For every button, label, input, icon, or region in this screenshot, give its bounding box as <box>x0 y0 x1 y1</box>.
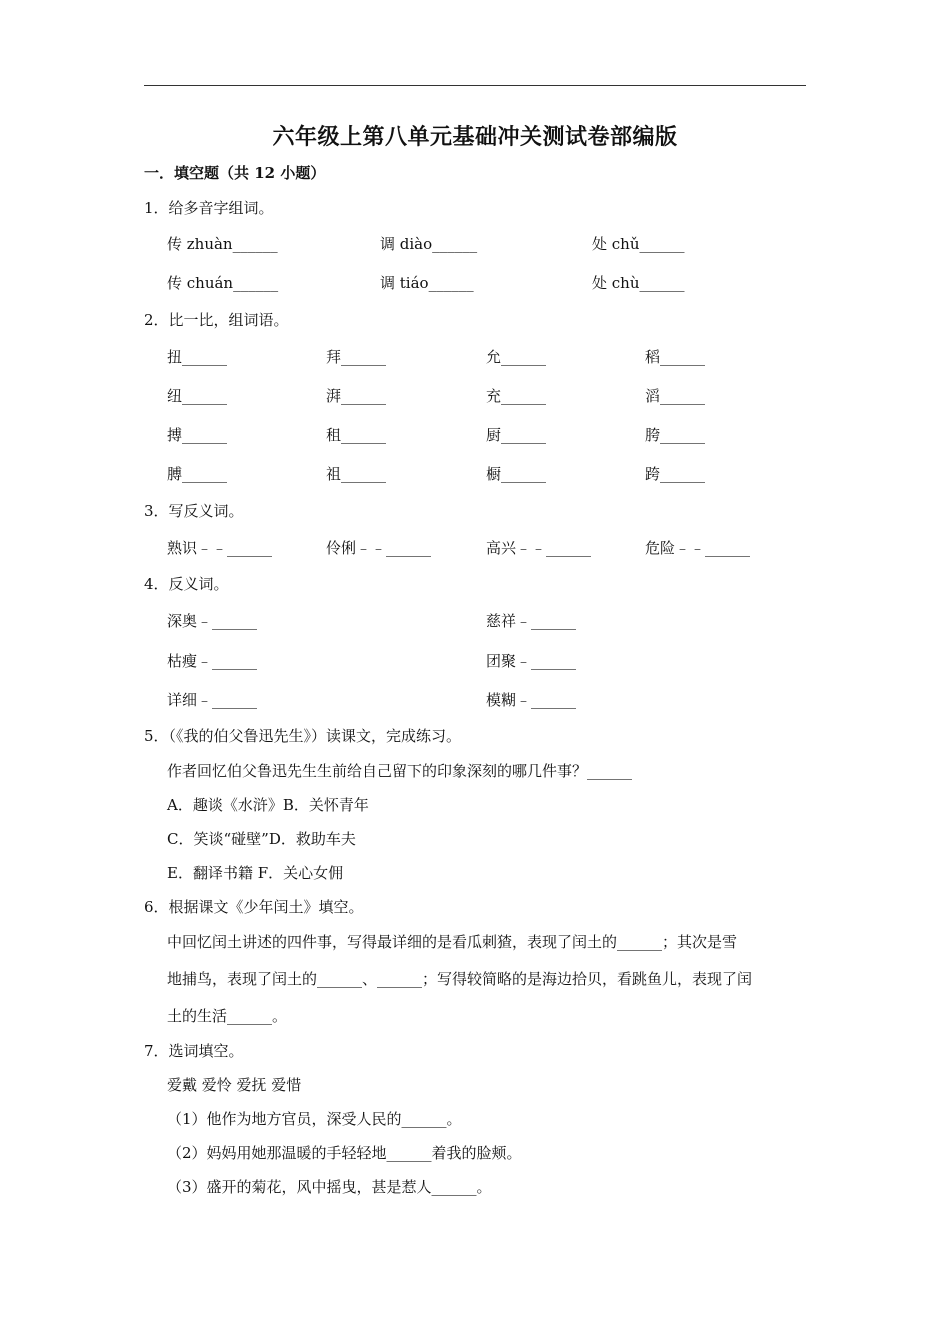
q1-item: 传 chuán______ <box>167 274 279 292</box>
q5-option: A．趣谈《水浒》B．关怀青年 <box>167 796 369 814</box>
q2-item: 祖______ <box>326 465 387 483</box>
q2-item: 扭______ <box>167 348 228 366</box>
q3-item: 危险﹣﹣______ <box>645 539 751 557</box>
q7-item: （1）他作为地方官员，深受人民的______。 <box>167 1110 462 1128</box>
q4-item: 深奥﹣______ <box>167 612 258 630</box>
q7-item: （3）盛开的菊花，风中摇曳，甚是惹人______。 <box>167 1178 492 1196</box>
q4-item: 慈祥﹣______ <box>486 612 577 630</box>
q1-item: 调 diào______ <box>380 235 478 253</box>
q2-item: 厨______ <box>486 426 547 444</box>
section-heading: 一．填空题（共 12 小题） <box>144 164 326 182</box>
question-6-stem: 6．根据课文《少年闰土》填空。 <box>144 898 364 916</box>
q2-item: 滔______ <box>645 387 706 405</box>
q2-item: 膊______ <box>167 465 228 483</box>
q5-option: E．翻译书籍 F．关心女佣 <box>167 864 344 882</box>
q4-item: 模糊﹣______ <box>486 691 577 709</box>
question-5-stem: 5．（《我的伯父鲁迅先生》）读课文，完成练习。 <box>144 727 462 745</box>
q1-item: 传 zhuàn______ <box>167 235 278 253</box>
q2-item: 允______ <box>486 348 547 366</box>
q2-item: 充______ <box>486 387 547 405</box>
header-rule <box>144 85 806 86</box>
q2-item: 橱______ <box>486 465 547 483</box>
q2-item: 租______ <box>326 426 387 444</box>
q3-item: 伶俐﹣﹣______ <box>326 539 432 557</box>
question-4-stem: 4．反义词。 <box>144 575 229 593</box>
q6-text-line: 地捕鸟，表现了闰土的______、______；写得较简略的是海边拾贝，看跳鱼儿，表现了闰 <box>167 970 753 988</box>
page-title: 六年级上第八单元基础冲关测试卷部编版 <box>272 124 678 150</box>
q2-item: 跨______ <box>645 465 706 483</box>
q4-item: 枯瘦﹣______ <box>167 652 258 670</box>
q3-item: 熟识﹣﹣______ <box>167 539 273 557</box>
q6-text-line: 土的生活______。 <box>167 1007 288 1025</box>
q7-item: （2）妈妈用她那温暖的手轻轻地______着我的脸颊。 <box>167 1144 522 1162</box>
q4-item: 详细﹣______ <box>167 691 258 709</box>
q2-item: 稻______ <box>645 348 706 366</box>
q1-item: 处 chǔ______ <box>592 235 685 253</box>
q4-item: 团聚﹣______ <box>486 652 577 670</box>
q2-item: 纽______ <box>167 387 228 405</box>
q6-text-line: 中回忆闰土讲述的四件事，写得最详细的是看瓜刺猹，表现了闰土的______；其次是雪 <box>167 933 738 951</box>
question-7-stem: 7．选词填空。 <box>144 1042 244 1060</box>
q2-item: 搏______ <box>167 426 228 444</box>
q1-item: 调 tiáo______ <box>380 274 474 292</box>
question-3-stem: 3．写反义词。 <box>144 502 244 520</box>
q5-question: 作者回忆伯父鲁迅先生生前给自己留下的印象深刻的哪几件事？______ <box>167 762 633 780</box>
q5-option: C．笑谈“碰壁”D．救助车夫 <box>167 830 356 848</box>
q2-item: 胯______ <box>645 426 706 444</box>
q2-item: 拜______ <box>326 348 387 366</box>
q7-word-bank: 爱戴 爱怜 爱抚 爱惜 <box>167 1076 302 1094</box>
question-1-stem: 1．给多音字组词。 <box>144 199 274 217</box>
q1-item: 处 chù______ <box>592 274 685 292</box>
q3-item: 高兴﹣﹣______ <box>486 539 592 557</box>
q2-item: 湃______ <box>326 387 387 405</box>
question-2-stem: 2．比一比，组词语。 <box>144 311 289 329</box>
